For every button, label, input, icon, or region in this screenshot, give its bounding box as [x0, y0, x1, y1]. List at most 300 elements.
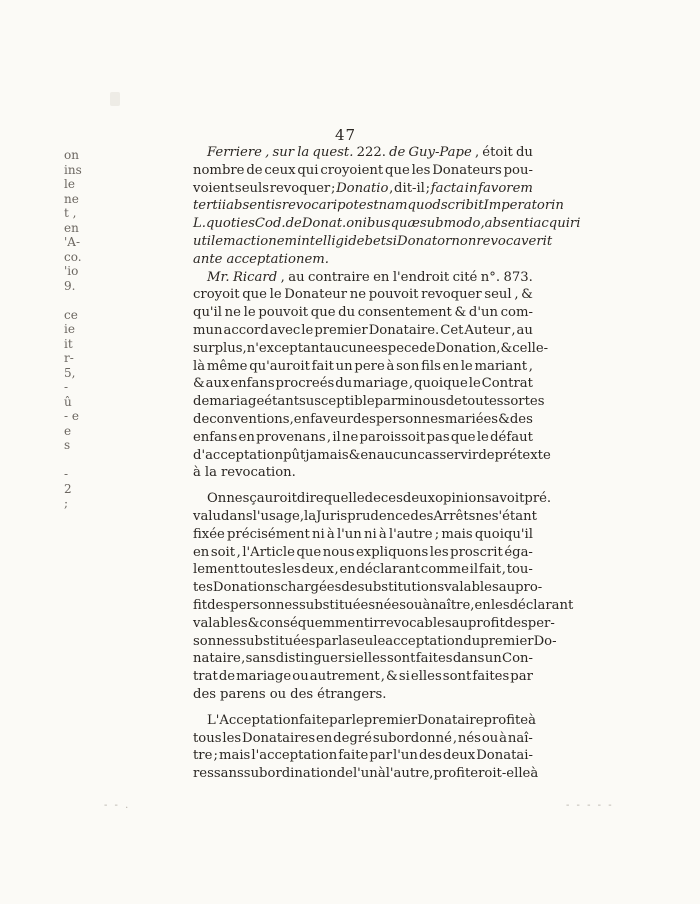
bleed-fragment: e	[64, 423, 72, 438]
word: ou	[292, 669, 309, 685]
word: ,	[429, 766, 434, 782]
word: que	[242, 287, 267, 303]
word: ne	[342, 429, 359, 445]
word: proscrit	[450, 544, 503, 560]
word: là	[193, 358, 206, 374]
word: revocaverit	[476, 233, 553, 249]
word: Do-	[533, 633, 557, 649]
word: croyoit	[193, 287, 240, 303]
word: Donataire	[417, 712, 484, 728]
word: ,	[242, 340, 247, 356]
bleed-fragment	[64, 511, 92, 526]
word: nées	[375, 597, 406, 613]
word: Guy-Pape	[408, 145, 472, 160]
word: premier	[480, 633, 534, 649]
word: ante	[193, 251, 223, 267]
word: distinguer	[275, 651, 345, 667]
word: procreés	[275, 376, 335, 392]
word: mariage	[236, 669, 292, 685]
word: profit	[467, 615, 505, 631]
word: pro-	[515, 580, 543, 596]
word: tou-	[506, 562, 533, 578]
word: &	[521, 287, 533, 303]
text-line	[193, 215, 581, 233]
word: l'un	[393, 748, 418, 764]
word: pût	[283, 447, 306, 463]
word: nés	[457, 730, 481, 746]
word: en	[360, 447, 377, 463]
text-line	[193, 686, 533, 704]
word: ;	[213, 748, 218, 764]
word: sonnes	[193, 633, 240, 649]
word: pere	[354, 358, 385, 374]
word: On	[207, 491, 227, 507]
word: des	[352, 411, 376, 427]
word: sans	[213, 766, 244, 782]
word: faite	[299, 712, 330, 728]
word: le	[476, 429, 489, 445]
bottom-right-mark: - - - - -	[566, 800, 614, 811]
word: acceptation	[385, 633, 464, 649]
word: ,	[480, 216, 485, 232]
word: Donations	[212, 580, 281, 596]
word: acceptationem.	[226, 251, 329, 267]
word: du	[335, 376, 353, 392]
word: le	[243, 305, 256, 321]
bleed-fragment: en	[64, 220, 79, 235]
word: ou	[481, 730, 499, 746]
word: substitutions	[357, 580, 445, 596]
word: des	[290, 686, 314, 702]
word: au	[498, 580, 516, 596]
word: de	[419, 340, 436, 356]
word: de	[193, 411, 210, 427]
word: personnes	[375, 411, 445, 427]
word: subordination	[243, 766, 337, 782]
bleed-fragment: 2	[64, 481, 72, 496]
word: absenti	[484, 216, 534, 232]
word: de	[478, 447, 495, 463]
word: &	[454, 305, 467, 321]
word: valables	[193, 615, 248, 631]
paragraph-jurisprudence	[193, 490, 574, 704]
word: éga-	[504, 544, 533, 560]
word: si	[386, 233, 397, 249]
word: &	[498, 411, 510, 427]
bleed-fragment: s	[64, 438, 71, 452]
word: les	[282, 562, 301, 578]
word: valables	[444, 580, 499, 596]
word: soit	[210, 544, 236, 560]
word: l'autre	[385, 766, 430, 782]
bleed-fragment: it	[64, 336, 73, 351]
word: irrevocables	[369, 615, 452, 631]
word: faveur	[310, 411, 353, 427]
bleed-fragment: ne	[64, 191, 79, 206]
word: faites	[415, 651, 453, 667]
bleed-fragment: 5,	[64, 365, 76, 380]
word: déclarant	[509, 597, 574, 613]
word: Donation	[435, 340, 497, 356]
word: en	[373, 269, 390, 285]
bleed-fragment: co.	[64, 249, 82, 264]
word: le	[269, 287, 282, 303]
text-line	[193, 464, 533, 482]
word: à	[528, 712, 536, 728]
word: Con-	[501, 651, 533, 667]
word: servir	[439, 447, 479, 463]
paragraph-acceptation	[193, 712, 539, 783]
word: en	[193, 544, 210, 560]
word: ,	[452, 730, 458, 746]
word: degré	[333, 730, 372, 746]
word: faites	[472, 669, 510, 685]
word: de	[389, 145, 406, 160]
word: précisément	[227, 526, 310, 542]
word: nombre	[193, 162, 245, 178]
word: fait	[311, 358, 334, 374]
word: enfans	[230, 376, 275, 392]
word: pouvoit	[258, 305, 309, 321]
word: consentement	[357, 305, 452, 321]
word: par	[510, 669, 533, 685]
word: parmi	[374, 394, 415, 410]
word: revocari	[281, 198, 338, 214]
text-line	[193, 747, 533, 765]
word: chargées	[280, 580, 342, 596]
text-line	[193, 393, 545, 411]
word: nam	[378, 198, 408, 214]
word: des	[504, 615, 528, 631]
bleed-fragment: ins	[64, 162, 82, 177]
text-line	[193, 615, 555, 633]
word: premier	[314, 322, 368, 338]
word: de	[364, 491, 381, 507]
word: n'exceptant	[246, 340, 325, 356]
word: par	[315, 633, 339, 649]
bleed-fragment: 'io	[64, 264, 79, 278]
word: quoties	[205, 216, 255, 232]
text-line	[193, 765, 539, 783]
word: sçauroit	[242, 491, 297, 507]
word: le	[351, 712, 364, 728]
word: les	[429, 544, 449, 560]
word: même	[206, 358, 248, 374]
word: par	[329, 712, 352, 728]
text-line	[193, 490, 552, 508]
word: au	[516, 322, 533, 338]
word: à	[378, 526, 387, 542]
word: l'un	[336, 526, 362, 542]
word: dans	[221, 508, 253, 524]
word: naî-	[507, 730, 533, 746]
bleed-fragment: 'A-	[64, 235, 81, 249]
word: ne	[475, 508, 492, 524]
word: mariant	[474, 358, 528, 374]
word: toutes	[461, 394, 504, 410]
word: il	[332, 429, 341, 445]
word: Donateurs	[432, 162, 502, 178]
word: à	[193, 465, 201, 481]
word: Contrat	[481, 376, 533, 392]
bleed-fragment: -	[64, 467, 69, 481]
word: mais	[441, 526, 473, 542]
text-line	[193, 712, 536, 730]
word: croyoient	[320, 162, 384, 178]
word: naître	[430, 597, 471, 613]
word: si	[398, 669, 410, 685]
word: elles	[355, 651, 387, 667]
word: deux	[301, 562, 334, 578]
word: de	[341, 580, 358, 596]
word: ,	[389, 180, 394, 196]
word: en	[316, 730, 333, 746]
word: 222.	[356, 145, 386, 160]
word: Arrêts	[433, 508, 476, 524]
word: si	[344, 651, 356, 667]
word: Donataire.	[368, 322, 440, 338]
word: des	[207, 597, 231, 613]
bleed-fragment	[64, 525, 92, 540]
text-line	[193, 269, 533, 287]
word: ne	[224, 305, 241, 321]
word: un	[335, 358, 353, 374]
word: ,	[334, 562, 339, 578]
word: utilem	[193, 233, 236, 249]
word: provenans	[256, 429, 326, 445]
word: deux	[402, 491, 436, 507]
word: ,	[408, 376, 414, 392]
word: des	[418, 748, 442, 764]
word: les	[411, 162, 431, 178]
word: des	[193, 686, 217, 702]
word: modo	[443, 216, 481, 232]
word: que	[450, 429, 476, 445]
word: seuls	[234, 180, 269, 196]
word: &	[247, 615, 260, 631]
word: mariées	[444, 411, 499, 427]
word: revoquer	[269, 180, 331, 196]
word: de	[285, 216, 302, 232]
word: le	[301, 322, 314, 338]
text-line	[193, 429, 533, 447]
word: &	[193, 376, 205, 392]
word: Ricard	[233, 269, 278, 285]
word: que	[385, 162, 410, 178]
word: en	[293, 411, 311, 427]
word: Mr.	[207, 269, 230, 285]
word: Donator	[397, 233, 452, 249]
word: &	[348, 447, 361, 463]
word: ne	[349, 287, 367, 303]
word: &	[500, 340, 513, 356]
word: ni	[312, 526, 325, 542]
word: potest	[337, 198, 379, 214]
word: que	[296, 544, 322, 560]
text-line	[193, 144, 533, 162]
word: profiteroit-elle	[433, 766, 531, 782]
word: espece	[373, 340, 420, 356]
word: tertii	[193, 198, 227, 214]
word: ,	[380, 669, 385, 685]
text-line	[193, 304, 533, 322]
word: Auteur	[464, 322, 511, 338]
word: parens	[220, 686, 266, 702]
word: son	[396, 358, 420, 374]
word: d'acceptation	[193, 447, 284, 463]
word: ,	[511, 322, 516, 338]
word: opinions	[435, 491, 492, 507]
word: la	[338, 633, 351, 649]
word: l'acceptation	[251, 748, 338, 764]
word: quod	[407, 198, 441, 214]
word: quest.	[312, 145, 354, 160]
word: l'usage	[252, 508, 300, 524]
text-line	[193, 286, 533, 304]
word: sortes	[503, 394, 545, 410]
word: Donateur	[284, 287, 348, 303]
page-body	[193, 144, 581, 783]
word: fils	[421, 358, 441, 374]
bleed-fragment: - e	[64, 409, 79, 423]
word: ou	[406, 597, 423, 613]
text-line	[193, 322, 533, 340]
word: de	[246, 162, 263, 178]
word: dans	[452, 651, 485, 667]
word: in	[464, 180, 478, 196]
word: subordonné	[372, 730, 452, 746]
text-line	[193, 579, 543, 597]
word: avoit	[491, 491, 525, 507]
word: de	[218, 669, 236, 685]
word: quelle	[323, 491, 365, 507]
word: intelligi	[297, 233, 349, 249]
bottom-left-mark: - - .	[104, 800, 131, 811]
word: acquiri	[533, 216, 581, 232]
text-line	[193, 597, 574, 615]
word: quoiqu'il	[474, 526, 533, 542]
word: nous	[322, 544, 355, 560]
word: Ferriere	[207, 145, 262, 160]
word: du	[338, 305, 356, 321]
word: favorem	[478, 180, 533, 196]
word: actionem	[235, 233, 298, 249]
word: ,	[514, 287, 519, 303]
word: enfans	[193, 429, 238, 445]
word: en	[474, 597, 491, 613]
facing-page-bleed-through	[64, 148, 92, 540]
text-line	[193, 668, 533, 686]
word: ,	[241, 651, 246, 667]
word: ,	[496, 340, 501, 356]
word: res	[193, 766, 214, 782]
word: à	[386, 358, 395, 374]
bleed-fragment: 9.	[64, 278, 76, 293]
word: de	[336, 766, 353, 782]
word: debet	[348, 233, 386, 249]
word: aucune	[324, 340, 374, 356]
word: Donatai-	[476, 748, 533, 764]
word: substituées	[298, 597, 376, 613]
word: conventions	[209, 411, 290, 427]
word: mariage	[353, 376, 409, 392]
text-line	[193, 340, 549, 358]
word: ,	[299, 508, 305, 524]
word: de	[193, 394, 210, 410]
word: défaut	[490, 429, 533, 445]
bleed-fragment: û	[64, 394, 72, 409]
word: mariage	[209, 394, 265, 410]
word: aux	[205, 376, 230, 392]
word: du	[463, 633, 481, 649]
word: les	[222, 730, 242, 746]
word: prétexte	[494, 447, 551, 463]
text-line	[193, 447, 551, 465]
text-line	[193, 162, 533, 180]
word: autrement	[309, 669, 380, 685]
word: jamais	[305, 447, 349, 463]
word: mun	[193, 322, 223, 338]
word: à	[326, 526, 335, 542]
word: qui	[297, 162, 319, 178]
word: Cod.	[254, 216, 286, 232]
word: cas	[417, 447, 440, 463]
word: pas	[426, 429, 450, 445]
bleed-fragment: le	[64, 177, 75, 191]
bleed-fragment	[64, 293, 92, 308]
bleed-fragment: ie	[64, 322, 75, 336]
word: ,	[236, 544, 241, 560]
text-line	[193, 544, 533, 562]
word: L.	[193, 216, 206, 232]
word: qu'auroit	[249, 358, 310, 374]
word: que	[310, 305, 336, 321]
word: dit-il	[394, 180, 425, 196]
word: Donat.onibus	[301, 216, 391, 232]
word: par	[369, 748, 392, 764]
word: au	[288, 269, 305, 285]
page-number: 47	[335, 126, 357, 144]
word: nous	[414, 394, 446, 410]
text-line	[193, 197, 564, 215]
word: au	[451, 615, 468, 631]
word: toutes	[239, 562, 282, 578]
word: des	[410, 508, 434, 524]
word: seule	[350, 633, 386, 649]
word: le	[468, 376, 481, 392]
word: Imperator	[483, 198, 552, 214]
word: revocation.	[220, 465, 296, 481]
word: scribit	[440, 198, 484, 214]
bleed-fragment	[64, 453, 92, 468]
text-line	[193, 561, 533, 579]
word: l'Article	[242, 544, 295, 560]
word: nataire	[193, 651, 241, 667]
word: paroissoit	[359, 429, 426, 445]
word: pré.	[524, 491, 552, 507]
word: ,	[528, 358, 533, 374]
word: fixée	[193, 526, 225, 542]
word: revoquer	[421, 287, 482, 303]
word: ,	[265, 145, 270, 160]
word: du	[515, 145, 533, 160]
word: de	[445, 394, 462, 410]
bleed-fragment: on	[64, 148, 79, 162]
word: contraire	[308, 269, 370, 285]
word: ni	[363, 526, 377, 542]
word: en	[238, 429, 255, 445]
word: à	[499, 730, 507, 746]
